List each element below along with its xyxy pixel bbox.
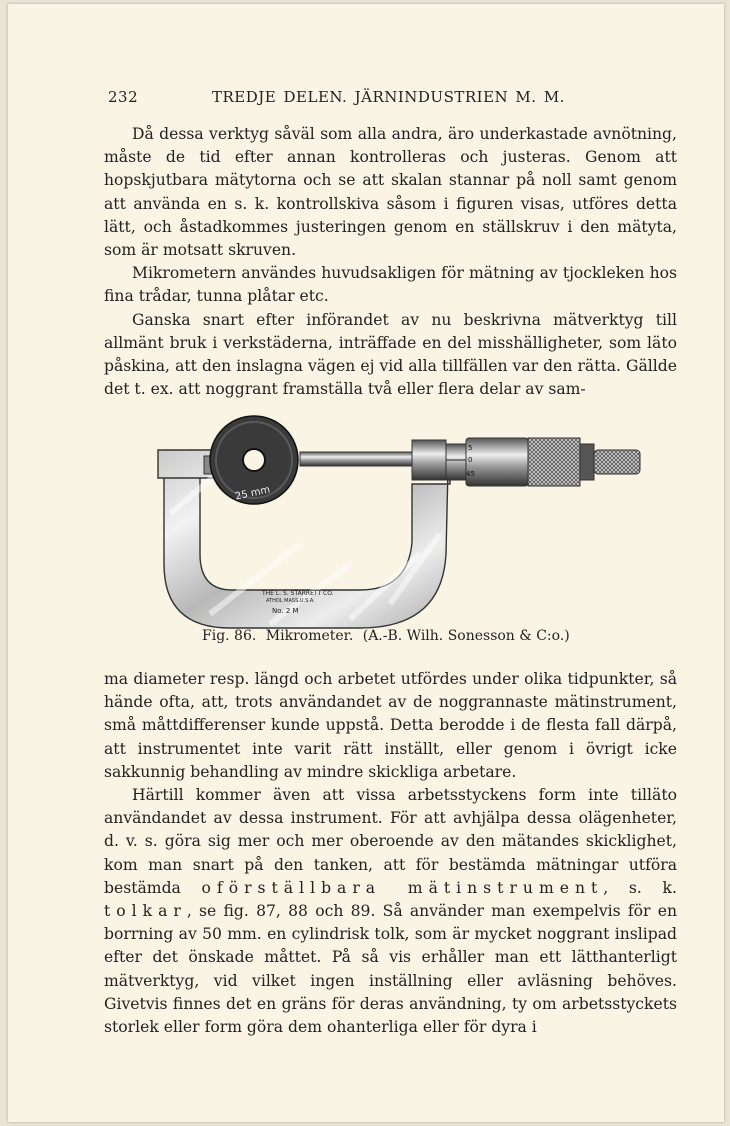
disc-size-label: 25 mm (234, 484, 272, 503)
scale-label: 0 (468, 456, 473, 464)
spaced-term: oförställbara mätinstrument (201, 878, 604, 897)
book-page (8, 4, 724, 1122)
knurled-grip (528, 438, 580, 486)
text-block-top (104, 123, 677, 401)
spaced-term: tolkar (104, 902, 187, 921)
frame-stamp-line: No. 2 M (272, 607, 299, 615)
micrometer-sleeve (412, 440, 446, 480)
scale-label: 5 (468, 444, 473, 452)
micrometer-thimble (466, 438, 528, 486)
paragraph-text: , se fig. 87, 88 och 89. Så använder man exempelvis för en borrning av 50 mm. en cylindrisk tolk, som är mycket noggrant inslipad efter det önskade måttet. På så vis erhåller man ett lätthanterligt mätverktyg, vid vilket ingen inställning eller avläsning behöves. Givetvis finnes det en gräns för deras användning, ty om arbetsstyckets storlek eller form göra dem ohanterliga eller för dyra i (104, 902, 677, 1037)
caption-title: Mikrometer. (265, 628, 354, 644)
frame-stamp-line: THE L. S. STARRETT CO. (262, 590, 334, 597)
page-number: 232 (108, 88, 139, 106)
paragraph: ma diameter resp. längd och arbetet utfördes under olika tidpunkter, så hände ofta, att, trots användandet av de noggrannaste mätinstrument, små måttdifferenser kunde uppstå. Detta berodde i de flesta fall därpå, att instrumentet inte varit rätt inställt, eller genom i övrigt icke sakkunnig behandling av mindre skickliga arbetare. (104, 670, 677, 781)
micrometer-figure (150, 414, 650, 644)
caption-number: Fig. 86. (202, 628, 257, 644)
caption-credit: (A.-B. Wilh. Sonesson & C:o.) (362, 628, 570, 644)
paragraph (104, 784, 677, 1039)
paragraph-text: , s. k. (603, 878, 677, 897)
paragraph: Mikrometern användes huvudsakligen för mätning av tjockleken hos fina trådar, tunna plåtar etc. (104, 264, 677, 306)
paragraph-text: Härtill kommer även att vissa arbetsstyckens form inte tilläto användandet av dessa instrument. För att avhjälpa dessa olägenheter, d. v. s. göra sig mer och mer oberoende av den mätandes skicklighet, kom man snart på den tanken, att för bestämda mätningar utföra bestämda (104, 786, 677, 897)
micrometer-illustration (150, 414, 650, 644)
frame-stamp-line: ATHOL MASS.U.S.A. (266, 598, 315, 604)
paragraph: Då dessa verktyg såväl som alla andra, äro underkastade avnötning, måste de tid efter annan kontrolleras och justeras. Genom att hopskjutbara mätytorna och se att skalan stannar på noll samt genom att använda en s. k. kontrollskiva såsom i figuren visas, utföres detta lätt, och åstadkommes justeringen genom en ställskruv i den mätyta, som är motsatt skruven. (104, 125, 677, 260)
figure-caption (202, 628, 622, 644)
text-block-bottom (104, 668, 677, 1039)
scale-label: 45 (466, 470, 475, 478)
running-title: TREDJE DELEN. JÄRNINDUSTRIEN M. M. (212, 88, 565, 106)
paragraph: Ganska snart efter införandet av nu beskrivna mätverktyg till allmänt bruk i verkstäderna, inträffade en del misshälligheter, som läto påskina, att den inslagna vägen ej vid alla tillfällen var den rätta. Gällde det t. ex. att noggrant framställa två eller flera delar av sam- (104, 310, 677, 399)
spindle (300, 452, 412, 466)
ratchet-knob (594, 450, 640, 474)
